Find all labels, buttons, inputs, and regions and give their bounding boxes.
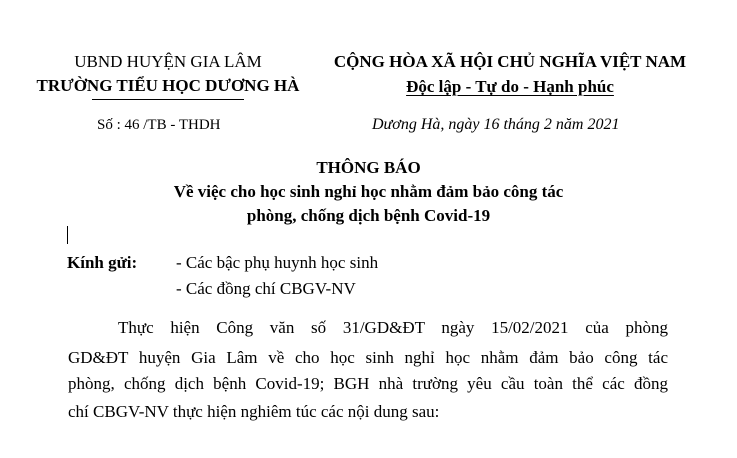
national-title: CỘNG HÒA XÃ HỘI CHỦ NGHĨA VIỆT NAM [333, 52, 687, 71]
school-name [30, 76, 306, 96]
school-name-underline [92, 99, 244, 100]
body-line: Thực hiện Công văn số 31/GD&ĐT ngày 15/02/2021 của phòng [118, 318, 668, 337]
body-line: chí CBGV-NV thực hiện nghiêm túc các nội dung sau: [68, 402, 440, 421]
recipient-item: - Các đồng chí CBGV-NV [176, 279, 356, 298]
notice-subject-line-1: Về việc cho học sinh nghỉ học nhằm đảm bảo công tác [173, 182, 564, 201]
organization-name: UBND HUYỆN GIA LÂM [74, 52, 262, 71]
school-name-text: TRƯỜNG TIỂU HỌC DƯƠNG HÀ [36, 76, 300, 95]
national-motto-text: Độc lập - Tự do - Hạnh phúc [406, 77, 614, 96]
text-cursor [67, 226, 68, 244]
national-motto [320, 77, 700, 97]
body-line: GD&ĐT huyện Gia Lâm về cho học sinh nghỉ học nhằm đảm bảo công tác [68, 348, 668, 367]
recipients-label: Kính gửi: [67, 253, 138, 272]
document-number: Số : 46 /TB - THDH [97, 117, 221, 133]
body-line: phòng, chống dịch bệnh Covid-19; BGH nhà trường yêu cầu toàn thể các đồng [68, 374, 668, 393]
notice-heading: THÔNG BÁO [316, 158, 421, 177]
document-date: Dương Hà, ngày 16 tháng 2 năm 2021 [372, 116, 620, 133]
recipient-item: - Các bậc phụ huynh học sinh [176, 253, 379, 272]
notice-subject-line-2: phòng, chống dịch bệnh Covid-19 [246, 206, 491, 225]
